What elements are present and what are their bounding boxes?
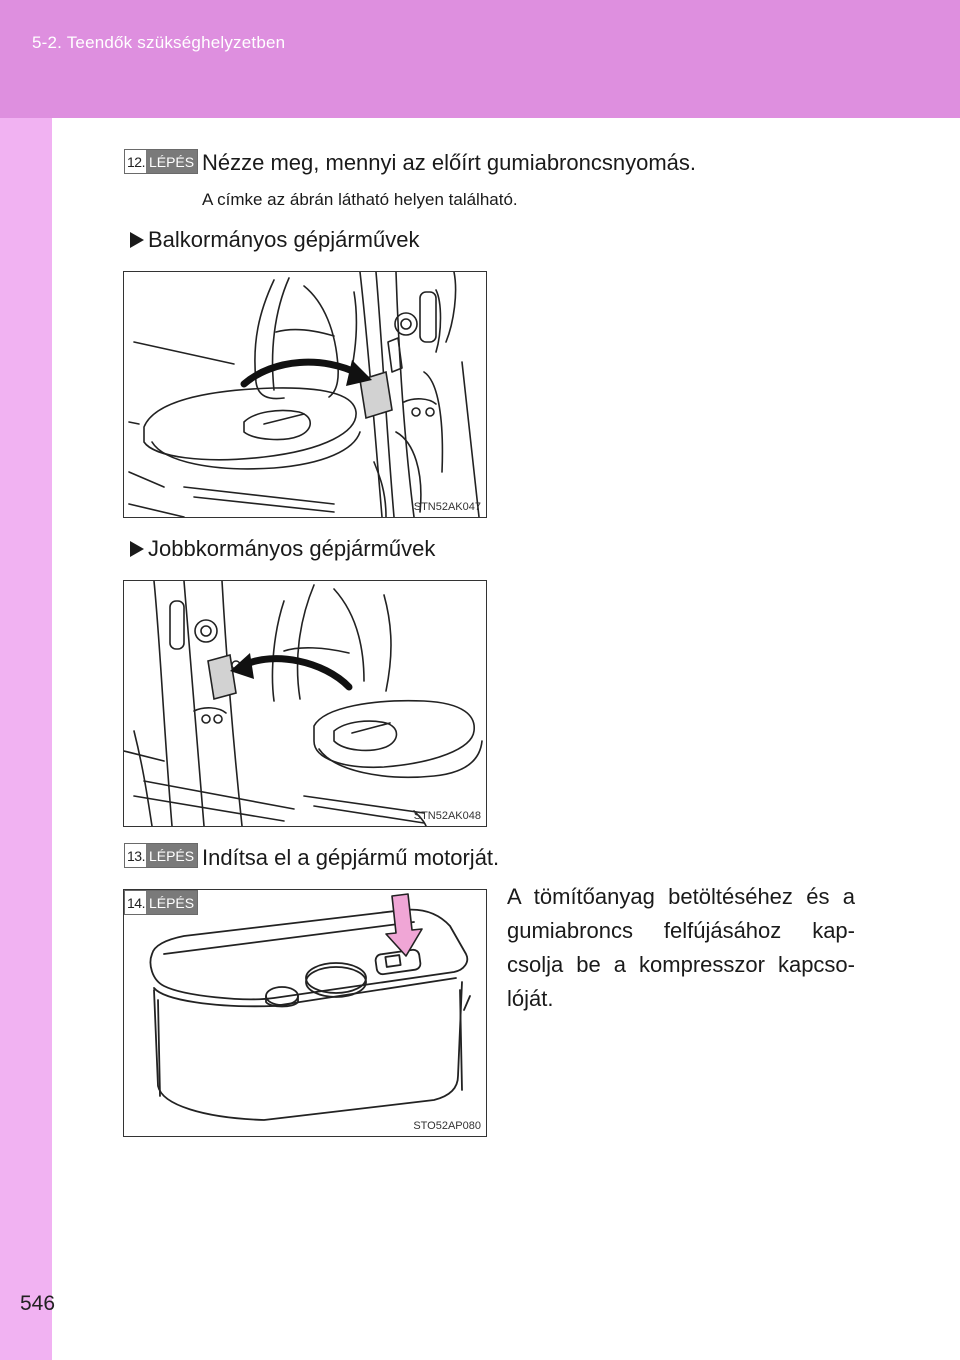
section-title: 5-2. Teendők szükséghelyzetben: [32, 33, 286, 52]
bullet-triangle-icon: [130, 232, 144, 248]
variant-right-hand-drive: [130, 536, 435, 562]
step-badge-14: [124, 890, 198, 915]
passenger-door-label-illustration-icon: [124, 581, 486, 826]
step-13-text: Indítsa el a gépjármű motorját.: [202, 845, 500, 870]
bullet-triangle-icon: [130, 541, 144, 557]
figure-compressor-switch: [123, 889, 487, 1137]
step-badge-13: [124, 843, 198, 868]
page-number: 546: [20, 1292, 56, 1315]
step-word: LÉPÉS: [146, 844, 197, 867]
compressor-switch-illustration-icon: [124, 890, 486, 1136]
label-location-note: A címke az ábrán látható helyen található.: [202, 190, 518, 209]
step-14-text: A tömítőanyag betöltéséhez és a gumiabroncs felfújásához kap-csolja be a kompresszor kapcso-lóját.: [507, 884, 855, 1011]
step-12-text: Nézze meg, mennyi az előírt gumiabroncsnyomás.: [202, 150, 696, 175]
figure-driver-door-label: [123, 271, 487, 518]
step-number: 13.: [125, 844, 146, 867]
figure-code: STN52AK047: [413, 501, 481, 513]
figure-code: STN52AK048: [413, 810, 481, 822]
step-number: 14.: [125, 891, 146, 914]
side-tab-bar: [0, 118, 52, 1360]
step-word: LÉPÉS: [146, 150, 197, 173]
header-bar: [0, 0, 960, 118]
figure-passenger-door-label: [123, 580, 487, 827]
step-badge-12: [124, 149, 198, 174]
variant-label: Balkormányos gépjárművek: [148, 227, 420, 252]
variant-label: Jobbkormányos gépjárművek: [148, 536, 436, 561]
figure-code: STO52AP080: [413, 1120, 481, 1132]
step-word: LÉPÉS: [146, 891, 197, 914]
driver-door-label-illustration-icon: [124, 272, 486, 517]
variant-left-hand-drive: [130, 227, 419, 253]
step-number: 12.: [125, 150, 146, 173]
